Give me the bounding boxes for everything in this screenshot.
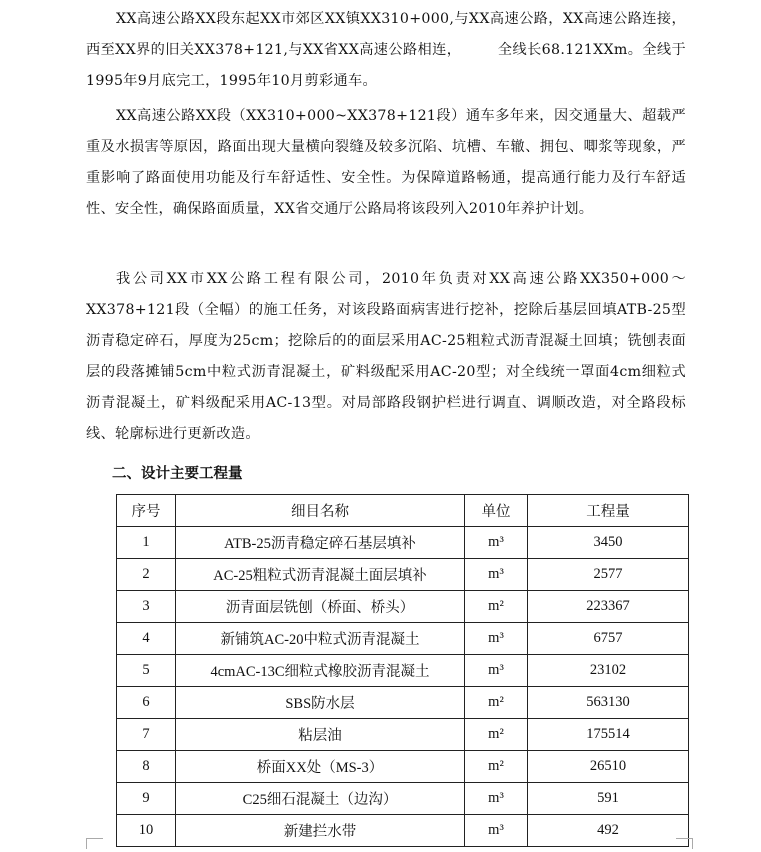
cell-index: 4 bbox=[117, 623, 176, 655]
cell-index: 9 bbox=[117, 783, 176, 815]
cell-quantity: 223367 bbox=[528, 591, 689, 623]
table-row bbox=[117, 719, 689, 751]
cell-quantity: 563130 bbox=[528, 687, 689, 719]
cell-index: 3 bbox=[117, 591, 176, 623]
cell-unit: m³ bbox=[465, 559, 528, 591]
cell-index: 1 bbox=[117, 527, 176, 559]
cell-index: 6 bbox=[117, 687, 176, 719]
cell-quantity: 2577 bbox=[528, 559, 689, 591]
table-row bbox=[117, 783, 689, 815]
cell-quantity: 6757 bbox=[528, 623, 689, 655]
page-corner-mark-left bbox=[86, 838, 103, 849]
cell-unit: m³ bbox=[465, 783, 528, 815]
cell-unit: m³ bbox=[465, 655, 528, 687]
quantities-table bbox=[116, 494, 689, 847]
condition-paragraph: XX高速公路XX段（XX310+000~XX378+121段）通车多年来，因交通量大、超载严重及水损害等原因，路面出现大量横向裂缝及较多沉陷、坑槽、车辙、拥包、唧浆等现象，严重影响了路面使用功能及行车舒适性、安全性。为保障道路畅通，提高通行能力及行车舒适性、安全性，确保路面质量，XX省交通厅公路局将该段列入2010年养护计划。 bbox=[86, 108, 686, 217]
cell-item-name: AC-25粗粒式沥青混凝土面层填补 bbox=[176, 559, 465, 591]
page-corner-mark-right bbox=[676, 838, 693, 849]
cell-item-name: 4cmAC-13C细粒式橡胶沥青混凝土 bbox=[176, 655, 465, 687]
cell-unit: m³ bbox=[465, 815, 528, 847]
cell-item-name: 粘层油 bbox=[176, 719, 465, 751]
cell-index: 5 bbox=[117, 655, 176, 687]
cell-quantity: 492 bbox=[528, 815, 689, 847]
cell-item-name: 沥青面层铣刨（桥面、桥头） bbox=[176, 591, 465, 623]
cell-unit: m² bbox=[465, 591, 528, 623]
table-row bbox=[117, 751, 689, 783]
table-row bbox=[117, 591, 689, 623]
cell-index: 8 bbox=[117, 751, 176, 783]
cell-unit: m² bbox=[465, 719, 528, 751]
cell-quantity: 26510 bbox=[528, 751, 689, 783]
cell-index: 10 bbox=[117, 815, 176, 847]
table-row bbox=[117, 559, 689, 591]
intro-paragraph: XX高速公路XX段东起XX市郊区XX镇XX310+000,与XX高速公路，XX高速公路连接，西至XX界的旧关XX378+121,与XX省XX高速公路相连， 全线长68.121XXm。全线于1995年9月底完工，1995年10月剪彩通车。 bbox=[86, 11, 686, 89]
header-quantity: 工程量 bbox=[528, 495, 689, 527]
cell-item-name: ATB-25沥青稳定碎石基层填补 bbox=[176, 527, 465, 559]
table-row bbox=[117, 655, 689, 687]
cell-quantity: 175514 bbox=[528, 719, 689, 751]
header-index: 序号 bbox=[117, 495, 176, 527]
cell-unit: m³ bbox=[465, 623, 528, 655]
cell-item-name: 桥面XX处（MS-3） bbox=[176, 751, 465, 783]
cell-index: 2 bbox=[117, 559, 176, 591]
cell-item-name: SBS防水层 bbox=[176, 687, 465, 719]
table-row bbox=[117, 815, 689, 847]
table-row bbox=[117, 527, 689, 559]
cell-index: 7 bbox=[117, 719, 176, 751]
cell-item-name: C25细石混凝土（边沟） bbox=[176, 783, 465, 815]
cell-unit: m² bbox=[465, 751, 528, 783]
cell-quantity: 23102 bbox=[528, 655, 689, 687]
cell-unit: m³ bbox=[465, 527, 528, 559]
cell-quantity: 3450 bbox=[528, 527, 689, 559]
cell-quantity: 591 bbox=[528, 783, 689, 815]
cell-unit: m² bbox=[465, 687, 528, 719]
cell-item-name: 新建拦水带 bbox=[176, 815, 465, 847]
cell-item-name: 新铺筑AC-20中粒式沥青混凝土 bbox=[176, 623, 465, 655]
section-heading: 二、设计主要工程量 bbox=[112, 466, 243, 482]
table-row bbox=[117, 687, 689, 719]
scope-paragraph: 我公司XX市XX公路工程有限公司，2010年负责对XX高速公路XX350+000～XX378+121段（全幅）的施工任务，对该段路面病害进行挖补，挖除后基层回填ATB-25型沥青稳定碎石，厚度为25cm；挖除后的的面层采用AC-25粗粒式沥青混凝土回填；铣刨表面层的段落摊铺5cm中粒式沥青混凝土，矿料级配采用AC-20型；对全线统一罩面4cm细粒式沥青混凝土，矿料级配采用AC-13型。对局部路段钢护栏进行调直、调顺改造，对全路段标线、轮廓标进行更新改造。 bbox=[86, 271, 686, 442]
table-row bbox=[117, 623, 689, 655]
header-item-name: 细目名称 bbox=[176, 495, 465, 527]
table-header-row bbox=[117, 495, 689, 527]
header-unit: 单位 bbox=[465, 495, 528, 527]
